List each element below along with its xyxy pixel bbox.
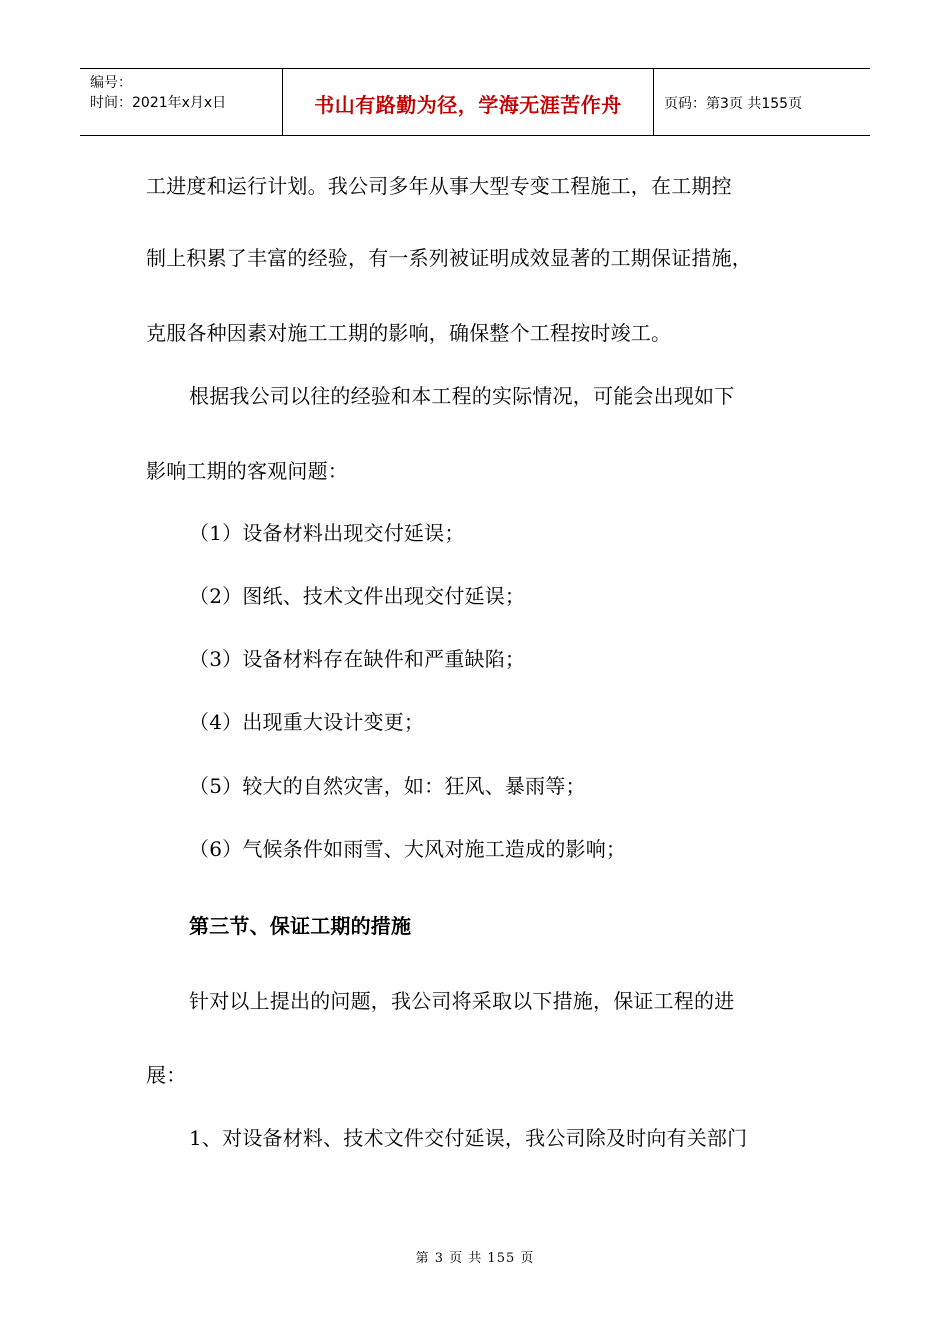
document-number-label: 编号： bbox=[90, 75, 132, 91]
body-line-8: 1、对设备材料、技术文件交付延误，我公司除及时向有关部门 bbox=[189, 1126, 748, 1150]
header-motto: 书山有路勤为径，学海无涯苦作舟 bbox=[314, 92, 622, 117]
list-item-2: （2）图纸、技术文件出现交付延误； bbox=[189, 584, 526, 608]
body-line-6: 针对以上提出的问题，我公司将采取以下措施，保证工程的进 bbox=[189, 989, 735, 1013]
body-line-3: 克服各种因素对施工工期的影响，确保整个工程按时竣工。 bbox=[146, 321, 672, 345]
list-item-3: （3）设备材料存在缺件和严重缺陷； bbox=[189, 647, 526, 671]
body-line-7: 展： bbox=[146, 1063, 187, 1087]
header-page-info-cell bbox=[654, 69, 870, 135]
header-page-info: 页码：第3页 共155页 bbox=[664, 96, 803, 112]
list-item-6: （6）气候条件如雨雪、大风对施工造成的影响； bbox=[189, 837, 627, 861]
page-footer bbox=[0, 1247, 950, 1266]
list-item-5: （5）较大的自然灾害，如：狂风、暴雨等； bbox=[189, 774, 586, 798]
body-line-1: 工进度和运行计划。我公司多年从事大型专变工程施工，在工期控 bbox=[146, 174, 732, 198]
header-meta bbox=[80, 69, 282, 135]
section-heading: 第三节、保证工期的措施 bbox=[189, 914, 412, 938]
page-header bbox=[80, 68, 870, 136]
list-item-4: （4）出现重大设计变更； bbox=[189, 710, 425, 734]
list-item-1: （1）设备材料出现交付延误； bbox=[189, 521, 465, 545]
header-motto-cell bbox=[282, 69, 654, 135]
body-line-2: 制上积累了丰富的经验，有一系列被证明成效显著的工期保证措施， bbox=[146, 246, 752, 270]
body-line-4: 根据我公司以往的经验和本工程的实际情况，可能会出现如下 bbox=[189, 384, 735, 408]
footer-page-number: 第 3 页 共 155 页 bbox=[415, 1251, 535, 1266]
document-date: 时间：2021年x月x日 bbox=[90, 95, 227, 111]
body-line-5: 影响工期的客观问题： bbox=[146, 459, 348, 483]
